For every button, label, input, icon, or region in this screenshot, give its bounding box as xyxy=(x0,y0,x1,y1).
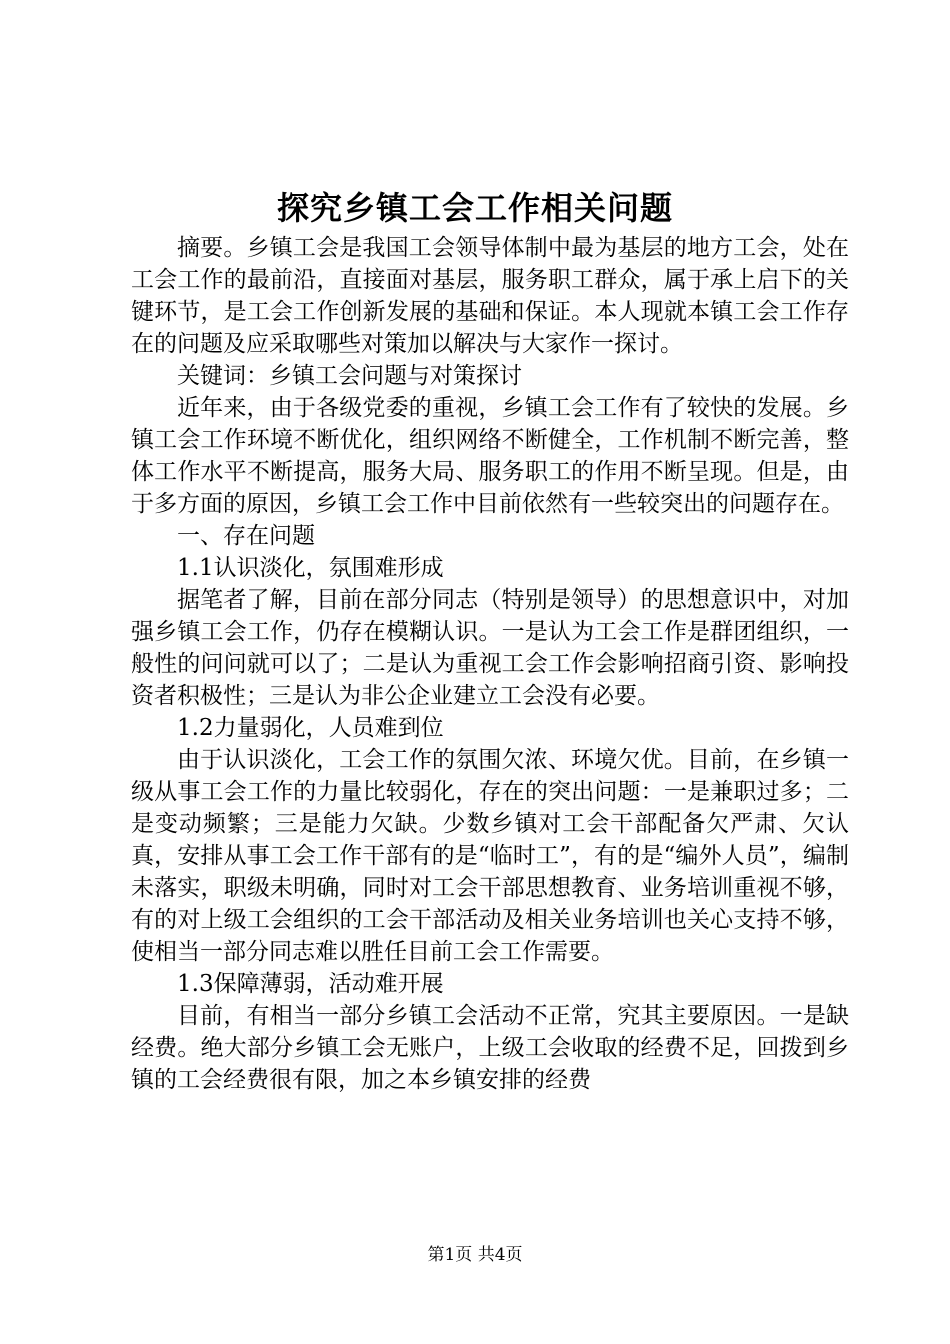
subsection-heading: 1.2力量弱化，人员难到位 xyxy=(177,715,444,741)
abstract-paragraph: 摘要。乡镇工会是我国工会领导体制中最为基层的地方工会，处在工会工作的最前沿，直接面对基层，服务职工群众，属于承上启下的关键环节，是工会工作创新发展的基础和保证。本人现就本镇工会工作存在的问题及应采取哪些对策加以解决与大家作一探讨。 xyxy=(131,235,849,357)
body-paragraph: 目前，有相当一部分乡镇工会活动不正常，究其主要原因。一是缺经费。绝大部分乡镇工会无账户，上级工会收取的经费不足，回拨到乡镇的工会经费很有限，加之本乡镇安排的经费 xyxy=(131,1003,849,1093)
subsection-heading: 1.3保障薄弱，活动难开展 xyxy=(177,971,444,997)
subsection-heading: 1.1认识淡化，氛围难形成 xyxy=(177,555,444,581)
document-title: 探究乡镇工会工作相关问题 xyxy=(276,189,673,227)
page-number-footer: 第1页 共4页 xyxy=(427,1245,523,1265)
section-heading: 一、存在问题 xyxy=(177,523,315,549)
keywords-line: 关键词：乡镇工会问题与对策探讨 xyxy=(177,363,522,389)
document-body xyxy=(131,232,849,1096)
body-paragraph: 由于认识淡化，工会工作的氛围欠浓、环境欠优。目前，在乡镇一级从事工会工作的力量比较弱化，存在的突出问题：一是兼职过多；二是变动频繁；三是能力欠缺。少数乡镇对工会干部配备欠严肃、欠认真，安排从事工会工作干部有的是“临时工”，有的是“编外人员”，编制未落实，职级未明确，同时对工会干部思想教育、业务培训重视不够，有的对上级工会组织的工会干部活动及相关业务培训也关心支持不够，使相当一部分同志难以胜任目前工会工作需要。 xyxy=(131,747,849,965)
intro-paragraph: 近年来，由于各级党委的重视，乡镇工会工作有了较快的发展。乡镇工会工作环境不断优化，组织网络不断健全，工作机制不断完善，整体工作水平不断提高，服务大局、服务职工的作用不断呈现。但是，由于多方面的原因，乡镇工会工作中目前依然有一些较突出的问题存在。 xyxy=(131,395,849,517)
body-paragraph: 据笔者了解，目前在部分同志（特别是领导）的思想意识中，对加强乡镇工会工作，仍存在模糊认识。一是认为工会工作是群团组织，一般性的问问就可以了；二是认为重视工会工作会影响招商引资、影响投资者积极性；三是认为非公企业建立工会没有必要。 xyxy=(131,587,849,709)
